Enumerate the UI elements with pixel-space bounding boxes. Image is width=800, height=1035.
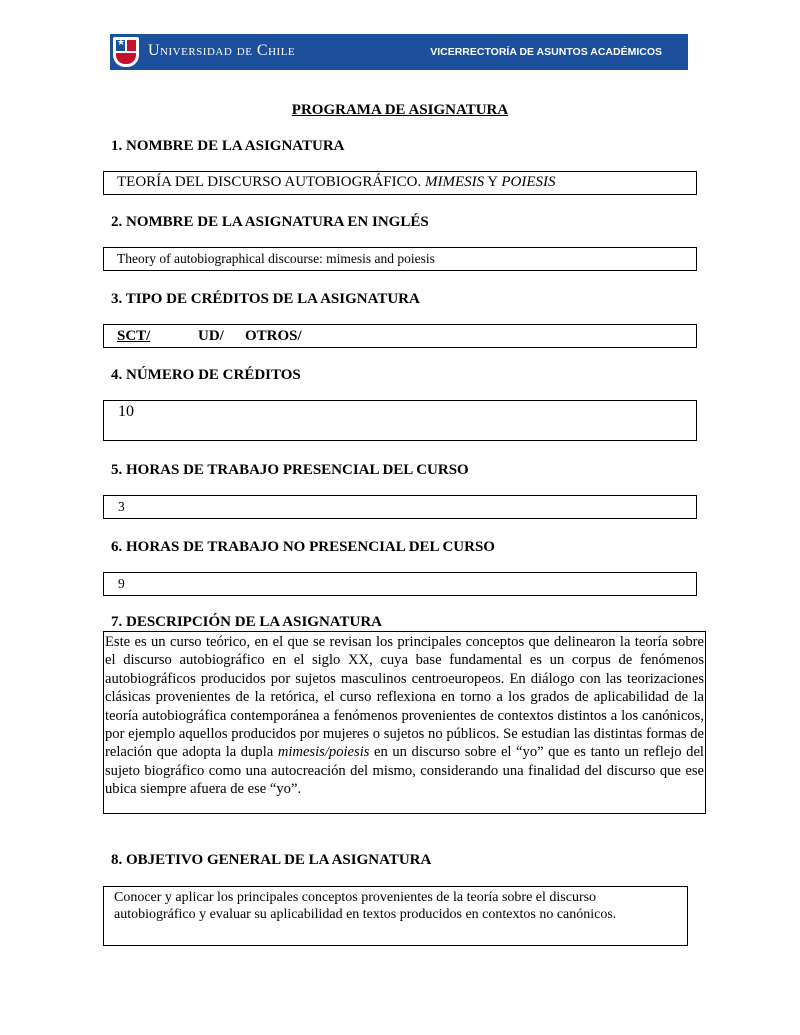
presential-hours-value: 3 <box>118 499 125 514</box>
credit-number-value: 10 <box>118 403 134 420</box>
course-description-box <box>103 631 706 814</box>
credit-number-box <box>103 400 697 441</box>
non-presential-hours-value: 9 <box>118 576 125 591</box>
course-name-value: TEORÍA DEL DISCURSO AUTOBIOGRÁFICO. MIMESIS Y POIESIS <box>117 174 556 190</box>
credit-type-otros: OTROS/ <box>245 328 302 344</box>
university-name: Universidad de Chile <box>148 42 296 59</box>
course-description-italic: mimesis/poiesis <box>277 744 370 761</box>
section-1-heading: 1. NOMBRE DE LA ASIGNATURA <box>111 138 345 154</box>
section-2-heading: 2. NOMBRE DE LA ASIGNATURA EN INGLÉS <box>111 214 429 230</box>
section-7-heading: 7. DESCRIPCIÓN DE LA ASIGNATURA <box>111 614 383 630</box>
section-3-heading: 3. TIPO DE CRÉDITOS DE LA ASIGNATURA <box>111 291 420 307</box>
university-crest-icon: ★ <box>113 37 139 67</box>
section-6-heading: 6. HORAS DE TRABAJO NO PRESENCIAL DEL CURSO <box>111 539 495 555</box>
credit-type-box <box>103 324 697 348</box>
course-name-box <box>103 171 697 195</box>
course-name-english-box <box>103 247 697 271</box>
presential-hours-box <box>103 495 697 519</box>
header-banner <box>110 34 688 70</box>
document-title: PROGRAMA DE ASIGNATURA <box>291 102 509 118</box>
credit-type-ud: UD/ <box>198 328 224 344</box>
section-5-heading: 5. HORAS DE TRABAJO PRESENCIAL DEL CURSO <box>111 462 469 478</box>
general-objective-text: Conocer y aplicar los principales conceptos provenientes de la teoría sobre el discurso autobiográfico y evaluar su aplicabilidad en textos producidos en contextos no canónicos. <box>114 890 617 922</box>
course-description-text: Este es un curso teórico, en el que se revisan los principales conceptos que delinearon la teoría sobre el discurso autobiográfico en el siglo XX, cuya base fundamental es un corpus de fenómenos autobiográficos producidos por sujetos masculinos centroeuropeos. En diálogo con las teorizaciones clásicas provenientes de la retórica, el curso reflexiona en torno a los grados de aplicabilidad de la teoría autobiográfica contemporánea a fenómenos provenientes de contextos distintos a los canónicos, por ejemplo aquellos producidos por mujeres o sujetos no públicos. Se estudian las distintas formas de relación que adopta la dupla <box>105 634 704 761</box>
general-objective-box <box>103 886 688 946</box>
course-description-text-end: en un discurso sobre el “yo” que es tanto un reflejo del sujeto biográfico como una autocreación del mismo, considerando una finalidad del discurso que ese ubica siempre afuera de ese “yo”. <box>105 744 704 798</box>
vicerrectoria-name: VICERRECTORÍA DE ASUNTOS ACADÉMICOS <box>430 46 662 58</box>
course-name-english-value: Theory of autobiographical discourse: mimesis and poiesis <box>117 251 435 266</box>
non-presential-hours-box <box>103 572 697 596</box>
section-4-heading: 4. NÚMERO DE CRÉDITOS <box>111 367 301 383</box>
section-8-heading: 8. OBJETIVO GENERAL DE LA ASIGNATURA <box>111 852 432 868</box>
credit-type-sct: SCT/ <box>117 328 151 344</box>
